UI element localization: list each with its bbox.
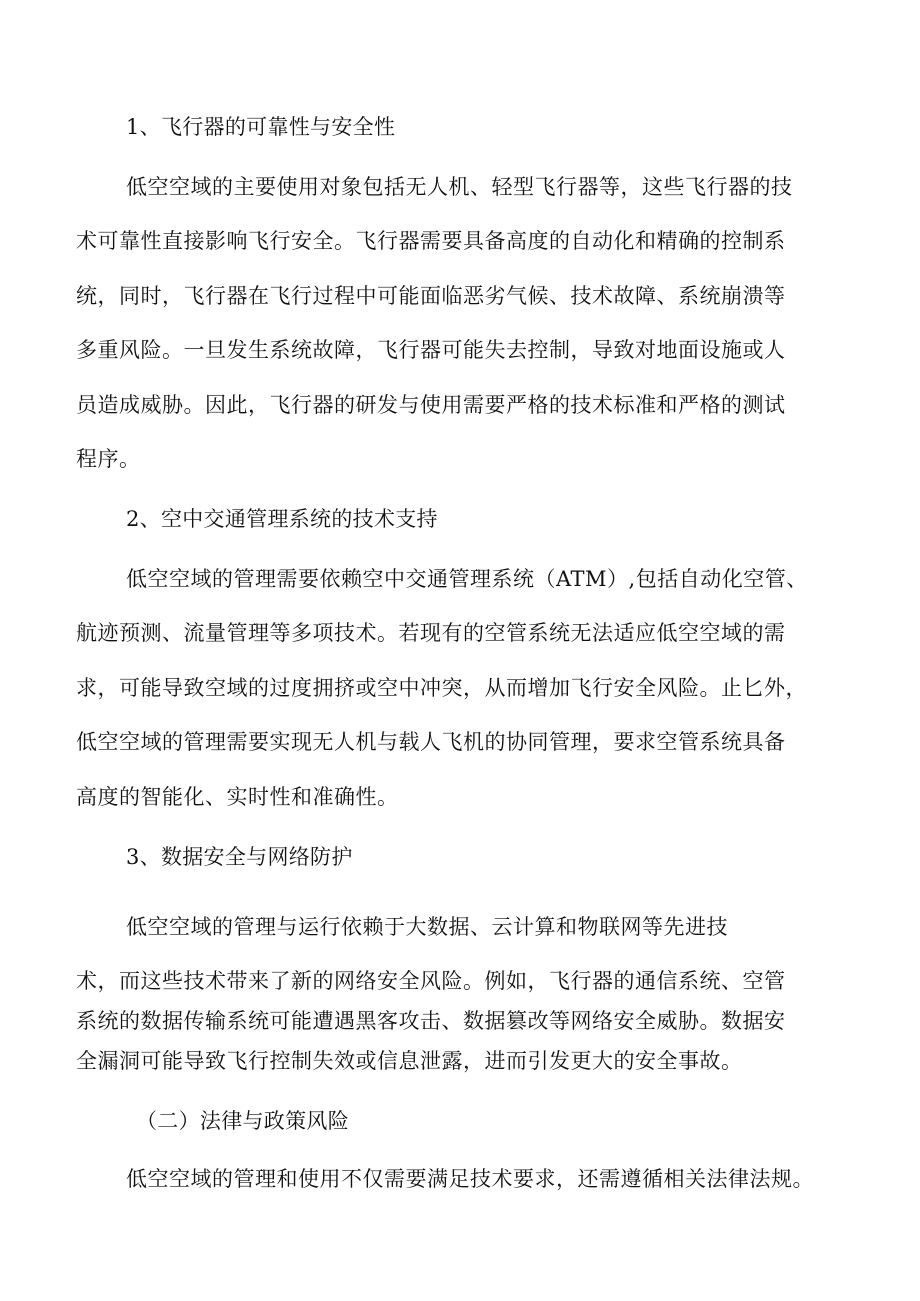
paragraph-line: 多重风险。一旦发生系统故障，飞行器可能失去控制，导致对地面设施或人 bbox=[76, 338, 786, 362]
paragraph-line: 求，可能导致空域的过度拥挤或空中冲突，从而增加飞行安全风险。止匕外， bbox=[76, 676, 807, 700]
paragraph-line: 程序。 bbox=[76, 447, 141, 471]
paragraph-line: 术，而这些技术带来了新的网络安全风险。例如，飞行器的通信系统、空管 bbox=[76, 969, 786, 993]
paragraph-line: 低空空域的管理和使用不仅需要满足技术要求，还需遵循相关法律法规。 bbox=[126, 1167, 814, 1191]
paragraph-line: 低空空域的管理需要实现无人机与载人飞机的协同管理，要求空管系统具备 bbox=[76, 730, 786, 754]
section-heading-1: 1、飞行器的可靠性与安全性 bbox=[126, 115, 396, 139]
paragraph-line: 系统的数据传输系统可能遭遇黑客攻击、数据篡改等网络安全威胁。数据安 bbox=[76, 1009, 786, 1033]
section-heading-2: 2、空中交通管理系统的技术支持 bbox=[126, 507, 438, 531]
paragraph-line: 低空空域的管理与运行依赖于大数据、云计算和物联网等先进技 bbox=[126, 915, 728, 939]
paragraph-line: 航迹预测、流量管理等多项技术。若现有的空管系统无法适应低空空域的需 bbox=[76, 621, 786, 645]
paragraph-line: 低空空域的主要使用对象包括无人机、轻型飞行器等，这些飞行器的技 bbox=[126, 175, 793, 199]
paragraph-line: 高度的智能化、实时性和准确性。 bbox=[76, 785, 399, 809]
paragraph-line: 低空空域的管理需要依赖空中交通管理系统（ATM）,包括自动化空管、 bbox=[126, 567, 808, 591]
paragraph-line: 术可靠性直接影响飞行安全。飞行器需要具备高度的自动化和精确的控制系 bbox=[76, 229, 786, 253]
paragraph-line: 统，同时，飞行器在飞行过程中可能面临恶劣气候、技术故障、系统崩溃等 bbox=[76, 284, 786, 308]
paragraph-line: 员造成威胁。因此，飞行器的研发与使用需要严格的技术标准和严格的测试 bbox=[76, 393, 786, 417]
section-heading-4: （二）法律与政策风险 bbox=[136, 1109, 349, 1133]
paragraph-line: 全漏洞可能导致飞行控制失效或信息泄露，进而引发更大的安全事故。 bbox=[76, 1049, 743, 1073]
section-heading-3: 3、数据安全与网络防护 bbox=[126, 845, 353, 869]
